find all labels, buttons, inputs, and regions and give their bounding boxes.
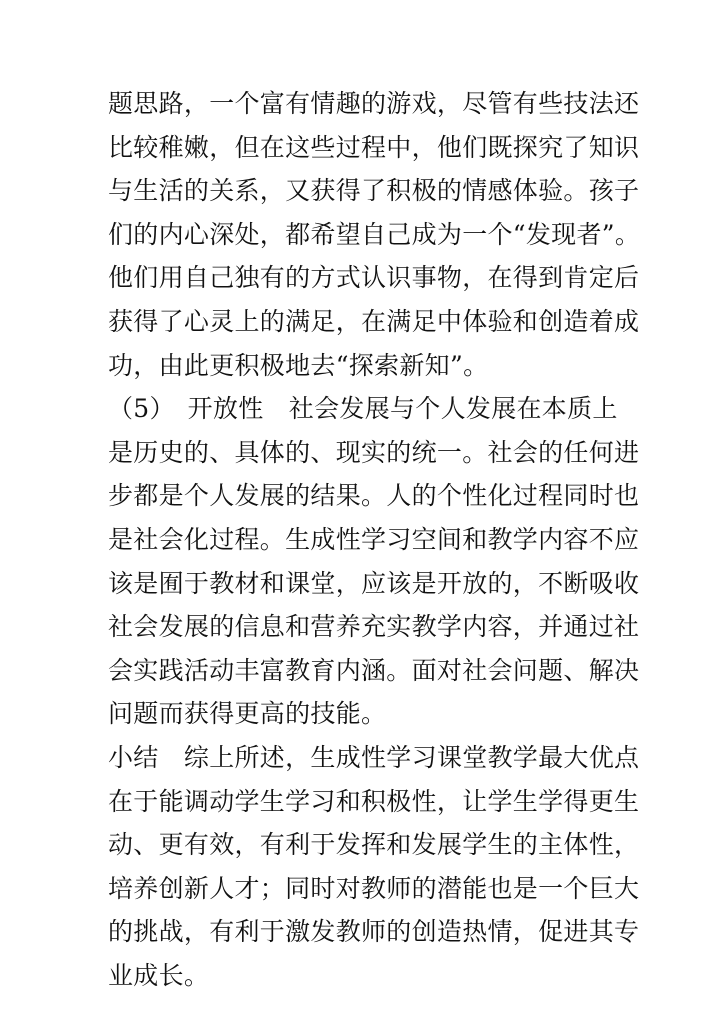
text-line: 们的内心深处，都希望自己成为一个“发现者”。 bbox=[108, 219, 641, 249]
section-heading-line: （5） 开放性 社会发展与个人发展在本质上 bbox=[108, 394, 618, 424]
text-line: 的挑战，有利于激发教师的创造热情，促进其专 bbox=[108, 917, 640, 947]
text-line: 是社会化过程。生成性学习空间和教学内容不应 bbox=[108, 524, 640, 554]
text-line: 在于能调动学生学习和积极性，让学生学得更生 bbox=[108, 786, 640, 816]
text-line: 获得了心灵上的满足，在满足中体验和创造着成 bbox=[108, 306, 640, 336]
document-page bbox=[108, 82, 641, 997]
text-line: 动、更有效，有利于发挥和发展学生的主体性， bbox=[108, 830, 640, 860]
text-line: 步都是个人发展的结果。人的个性化过程同时也 bbox=[108, 481, 640, 511]
text-line: 社会发展的信息和营养充实教学内容，并通过社 bbox=[108, 612, 640, 642]
text-line: 该是囿于教材和课堂，应该是开放的，不断吸收 bbox=[108, 568, 640, 598]
text-line: 他们用自己独有的方式认识事物，在得到肯定后 bbox=[108, 263, 640, 293]
text-line: 培养创新人才；同时对教师的潜能也是一个巨大 bbox=[108, 873, 640, 903]
text-line: 与生活的关系，又获得了积极的情感体验。孩子 bbox=[108, 176, 640, 206]
text-line: 比较稚嫩，但在这些过程中，他们既探究了知识 bbox=[108, 132, 640, 162]
text-line: 是历史的、具体的、现实的统一。社会的任何进 bbox=[108, 437, 640, 467]
text-line: 问题而获得更高的技能。 bbox=[108, 699, 387, 729]
text-line: 功，由此更积极地去“探索新知”。 bbox=[108, 350, 489, 380]
text-line: 题思路，一个富有情趣的游戏，尽管有些技法还 bbox=[108, 89, 640, 118]
text-line: 会实践活动丰富教育内涵。面对社会问题、解决 bbox=[108, 655, 640, 685]
summary-heading-line: 小结 综上所述，生成性学习课堂教学最大优点 bbox=[108, 742, 640, 772]
text-line: 业成长。 bbox=[108, 960, 210, 990]
